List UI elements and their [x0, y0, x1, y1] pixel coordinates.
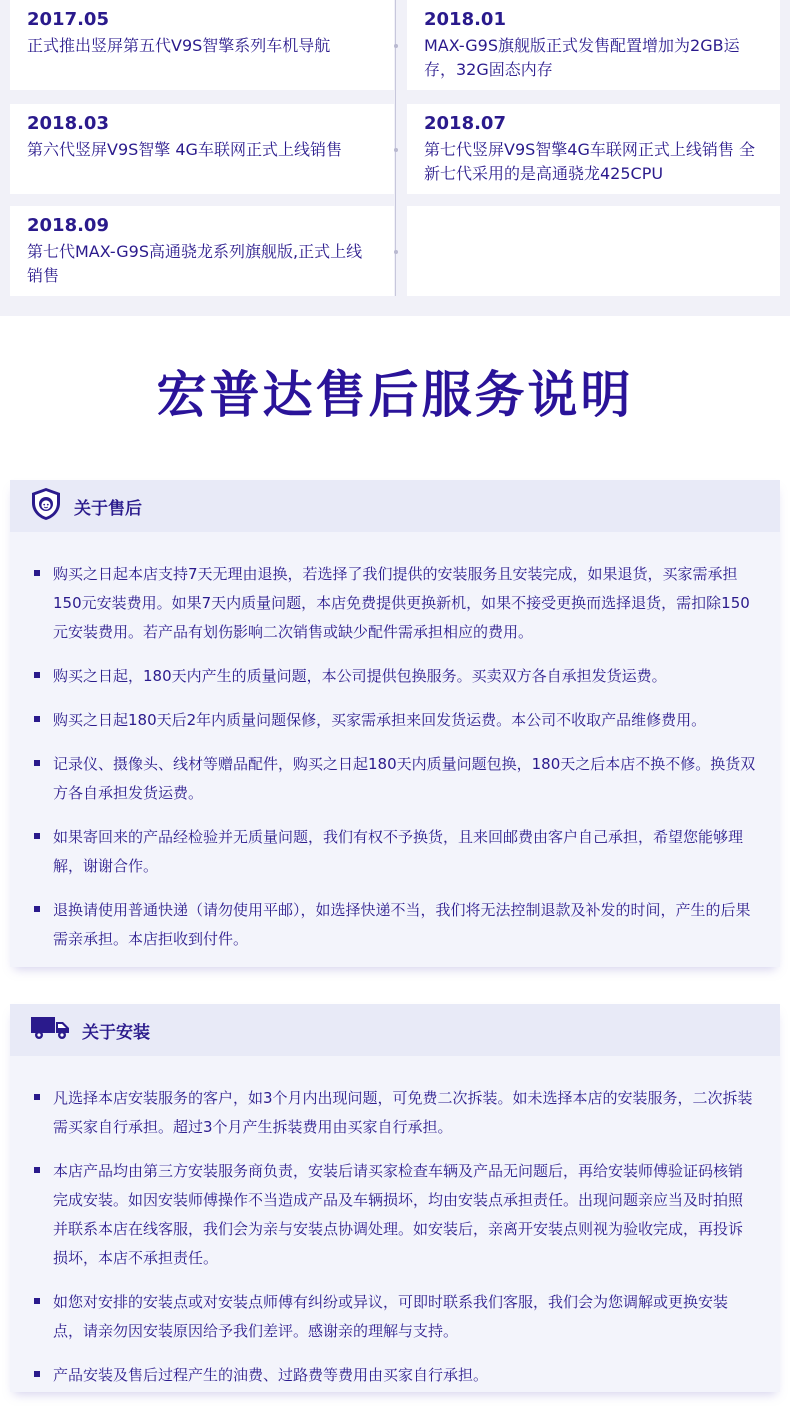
list-item-text: 记录仪、摄像头、线材等赠品配件，购买之日起180天内质量问题包换，180天之后本店不换不修。换货双方各自承担发货运费。 — [53, 755, 756, 802]
list-item — [34, 896, 756, 954]
timeline-date: 2018.09 — [27, 215, 109, 236]
after-sales-section — [10, 480, 780, 967]
bullet — [34, 716, 40, 722]
list-item-text: 凡选择本店安装服务的客户，如3个月内出现问题，可免费二次拆装。如未选择本店的安装服务，二次拆装需买家自行承担。超过3个月产生拆装费用由买家自行承担。 — [53, 1089, 753, 1136]
timeline-date: 2017.05 — [27, 9, 109, 30]
bullet — [34, 760, 40, 766]
list-item — [34, 823, 756, 881]
bullet — [34, 570, 40, 576]
timeline-entry — [10, 0, 394, 90]
list-item — [34, 662, 756, 691]
timeline-entry — [407, 0, 780, 90]
bullet — [34, 833, 40, 839]
list-item — [34, 1361, 756, 1390]
bullet — [34, 1167, 40, 1173]
list-item-text: 退换请使用普通快递（请勿使用平邮），如选择快递不当，我们将无法控制退款及补发的时间，产生的后果需亲承担。本店拒收到付件。 — [53, 901, 751, 948]
timeline-text: 第七代竖屏V9S智擎4G车联网正式上线销售 全新七代采用的是高通骁龙425CPU — [424, 140, 755, 183]
timeline-date: 2018.07 — [424, 113, 506, 134]
bullet — [34, 1371, 40, 1377]
timeline-text: MAX-G9S旗舰版正式发售配置增加为2GB运存，32G固态内存 — [424, 36, 740, 79]
section-header — [10, 480, 780, 532]
page-title: 宏普达售后服务说明 — [156, 366, 634, 424]
list-item — [34, 706, 756, 735]
timeline-text: 第六代竖屏V9S智擎 4G车联网正式上线销售 — [27, 140, 342, 159]
bullet — [34, 906, 40, 912]
list-item-text: 本店产品均由第三方安装服务商负责，安装后请买家检查车辆及产品无问题后，再给安装师傅验证码核销完成安装。如因安装师傅操作不当造成产品及车辆损坏，均由安装点承担责任。出现问题亲应当及时拍照并联系本店在线客服，我们会为亲与安装点协调处理。如安装后，亲离开安装点则视为验收完成，再投诉损坏，本店不承担责任。 — [53, 1162, 744, 1267]
shield-person-icon — [30, 487, 62, 525]
timeline-dot — [394, 44, 398, 48]
list-item — [34, 560, 756, 647]
truck-icon — [30, 1015, 70, 1045]
list-item-text: 产品安装及售后过程产生的油费、过路费等费用由买家自行承担。 — [53, 1366, 489, 1384]
bullet — [34, 1094, 40, 1100]
bullet — [34, 672, 40, 678]
timeline-entry — [10, 104, 394, 194]
list-item — [34, 750, 756, 808]
timeline-dot — [394, 250, 398, 254]
timeline-text: 第七代MAX-G9S高通骁龙系列旗舰版,正式上线销售 — [27, 242, 363, 285]
timeline-date: 2018.01 — [424, 9, 506, 30]
timeline-entry — [10, 206, 394, 296]
installation-section — [10, 1004, 780, 1392]
list-item-text: 购买之日起，180天内产生的质量问题，本公司提供包换服务。买卖双方各自承担发货运费。 — [53, 667, 667, 685]
list-item-text: 购买之日起180天后2年内质量问题保修，买家需承担来回发货运费。本公司不收取产品维修费用。 — [53, 711, 707, 729]
section-body — [10, 532, 780, 954]
list-item-text: 购买之日起本店支持7天无理由退换，若选择了我们提供的安装服务且安装完成，如果退货，买家需承担150元安装费用。如果7天内质量问题，本店免费提供更换新机，如果不接受更换而选择退货，需扣除150元安装费用。若产品有划伤影响二次销售或缺少配件需承担相应的费用。 — [53, 565, 750, 641]
list-item — [34, 1288, 756, 1346]
timeline-entry-empty — [407, 206, 780, 296]
timeline-dot — [394, 148, 398, 152]
list-item-text: 如您对安排的安装点或对安装点师傅有纠纷或异议，可即时联系我们客服，我们会为您调解或更换安装点，请亲勿因安装原因给予我们差评。感谢亲的理解与支持。 — [53, 1293, 729, 1340]
timeline — [0, 0, 790, 316]
timeline-text: 正式推出竖屏第五代V9S智擎系列车机导航 — [27, 36, 331, 55]
list-item — [34, 1084, 756, 1142]
list-item-text: 如果寄回来的产品经检验并无质量问题，我们有权不予换货，且来回邮费由客户自己承担，希望您能够理解，谢谢合作。 — [53, 828, 744, 875]
section-title: 关于售后 — [74, 498, 142, 519]
section-body — [10, 1056, 780, 1390]
timeline-entry — [407, 104, 780, 194]
section-header — [10, 1004, 780, 1056]
list-item — [34, 1157, 756, 1273]
timeline-date: 2018.03 — [27, 113, 109, 134]
section-title: 关于安装 — [82, 1022, 150, 1043]
bullet — [34, 1298, 40, 1304]
